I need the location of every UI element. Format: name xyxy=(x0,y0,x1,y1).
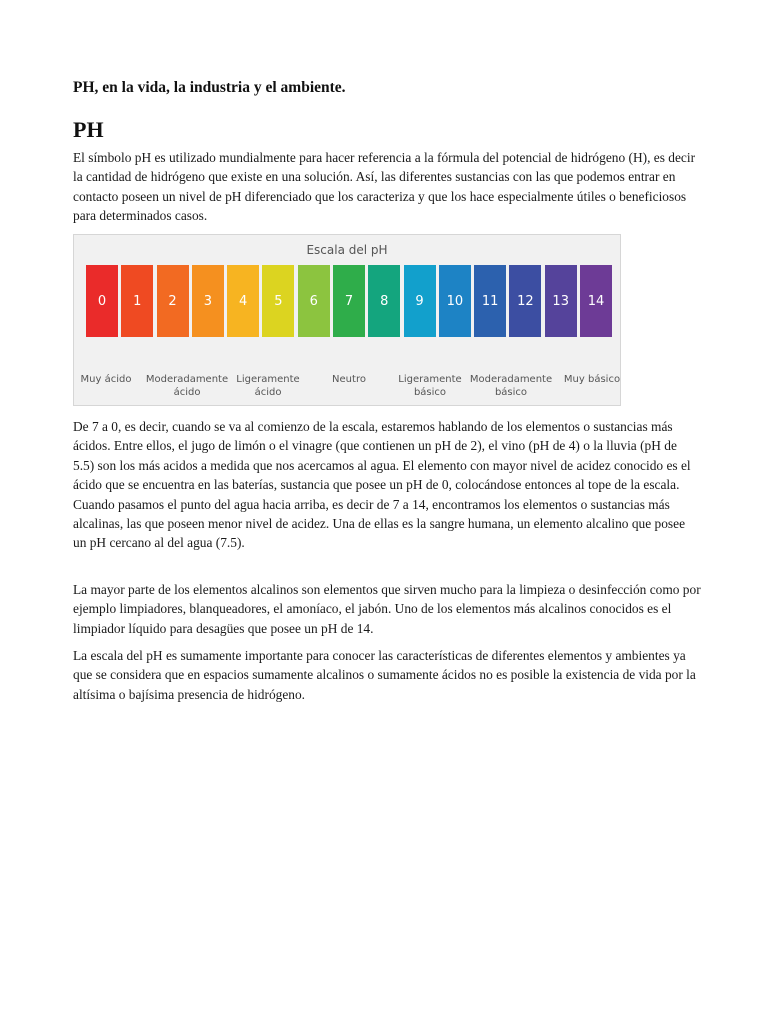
ph-scale-figure xyxy=(73,234,621,406)
ph-box-3: 3 xyxy=(192,265,224,337)
section-heading-ph: PH xyxy=(73,117,104,142)
ph-label: Moderadamente básico xyxy=(469,374,553,398)
ph-label: Ligeramente básico xyxy=(398,374,462,398)
paragraph-importance: La escala del pH es sumamente importante para conocer las características de diferentes elementos y ambientes ya que se considera que en espacios sumamente alcalinos o sumamente ácidos no es posible la existencia de vida por la altísima o bajísima presencia de hidrógeno. xyxy=(73,648,696,702)
ph-label: Muy básico xyxy=(563,374,621,385)
ph-label: Moderadamente ácido xyxy=(145,374,229,398)
ph-box-14: 14 xyxy=(580,265,612,337)
paragraph-alkaline: La mayor parte de los elementos alcalinos son elementos que sirven mucho para la limpieza o desinfección como por ejemplo limpiadores, blanqueadores, el amoníaco, el jabón. Uno de los elementos más alcalinos conocidos es el limpiador líquido para desagües que posee un pH de 14. xyxy=(73,582,701,636)
ph-box-13: 13 xyxy=(545,265,577,337)
ph-box-0: 0 xyxy=(86,265,118,337)
ph-box-12: 12 xyxy=(509,265,541,337)
paragraph-acid: De 7 a 0, es decir, cuando se va al comienzo de la escala, estaremos hablando de los elementos o sustancias más ácidos. Entre ellos, el jugo de limón o el vinagre (que contienen un pH de 2), el vino (pH de 4) o la lluvia (pH de 5.5) son los más acidos a medida que nos acercamos al agua. El elemento con mayor nivel de acidez conocido es el ácido que se encuentra en las baterías, sustancia que posee un pH de 0, colocándose entonces al tope de la escala. Cuando pasamos el punto del agua hacia arriba, es decir de 7 a 14, encontramos los elementos o sustancias más alcalinas, las que poseen menor nivel de acidez. Una de ellas es la sangre humana, un elemento alcalino que posee un pH cercano al del agua (7.5). xyxy=(73,419,691,551)
ph-label: Muy ácido xyxy=(80,374,132,385)
document-title: PH, en la vida, la industria y el ambiente. xyxy=(73,79,346,96)
ph-box-9: 9 xyxy=(404,265,436,337)
ph-scale-title: Escala del pH xyxy=(306,243,388,257)
ph-box-1: 1 xyxy=(121,265,153,337)
ph-box-8: 8 xyxy=(368,265,400,337)
ph-box-6: 6 xyxy=(298,265,330,337)
ph-box-7: 7 xyxy=(333,265,365,337)
ph-box-11: 11 xyxy=(474,265,506,337)
ph-label: Neutro xyxy=(332,374,366,385)
ph-label: Ligeramente ácido xyxy=(236,374,300,398)
paragraph-intro: El símbolo pH es utilizado mundialmente para hacer referencia a la fórmula del potencial de hidrógeno (H), es decir la cantidad de hidrógeno que existe en una solución. Así, las diferentes sustancias con las que podemos entrar en contacto poseen un nivel de pH diferenciado que los caracteriza y que los hace especialmente útiles o beneficiosos para determinados casos. xyxy=(73,150,696,224)
ph-box-10: 10 xyxy=(439,265,471,337)
ph-scale-bar xyxy=(86,265,612,337)
ph-box-5: 5 xyxy=(262,265,294,337)
ph-box-4: 4 xyxy=(227,265,259,337)
ph-scale-labels xyxy=(80,373,621,403)
ph-box-2: 2 xyxy=(157,265,189,337)
